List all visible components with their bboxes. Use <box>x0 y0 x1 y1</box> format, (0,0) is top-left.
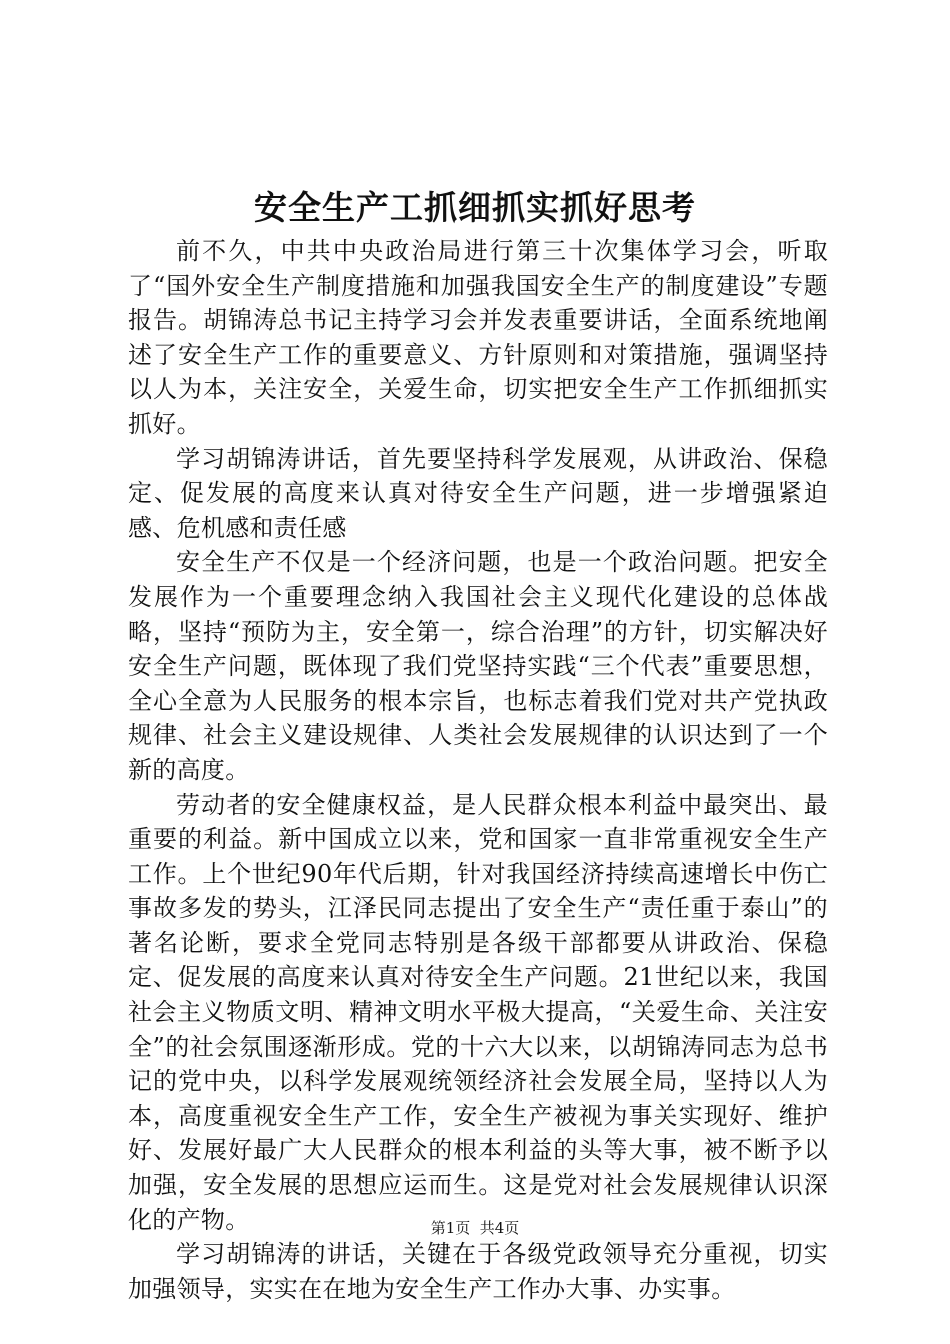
paragraph-5: 学习胡锦涛的讲话，关键在于各级党政领导充分重视，切实加强领导，实实在在地为安全生产工作办大事、办实事。 <box>128 1240 828 1303</box>
paragraph-4: 劳动者的安全健康权益，是人民群众根本利益中最突出、最重要的利益。新中国成立以来，党和国家一直非常重视安全生产工作。上个世纪90年代后期，针对我国经济持续高速增长中伤亡事故多发的势头，江泽民同志提出了安全生产“责任重于泰山”的著名论断，要求全党同志特别是各级干部都要从讲政治、保稳定、促发展的高度来认真对待安全生产问题。21世纪以来，我国社会主义物质文明、精神文明水平极大提高，“关爱生命、关注安全”的社会氛围逐渐形成。党的十六大以来，以胡锦涛同志为总书记的党中央，以科学发展观统领经济社会发展全局，坚持以人为本，高度重视安全生产工作，安全生产被视为事关实现好、维护好、发展好最广大人民群众的根本利益的头等大事，被不断予以加强，安全发展的思想应运而生。这是党对社会发展规律认识深化的产物。 <box>128 790 828 1234</box>
paragraph-1: 前不久，中共中央政治局进行第三十次集体学习会，听取了“国外安全生产制度措施和加强我国安全生产的制度建设”专题报告。胡锦涛总书记主持学习会并发表重要讲话，全面系统地阐述了安全生产工作的重要意义、方针原则和对策措施，强调坚持以人为本，关注安全，关爱生命，切实把安全生产工作抓细抓实抓好。 <box>128 237 828 438</box>
paragraph-3: 安全生产不仅是一个经济问题，也是一个政治问题。把安全发展作为一个重要理念纳入我国社会主义现代化建设的总体战略，坚持“预防为主，安全第一，综合治理”的方针，切实解决好安全生产问题，既体现了我们党坚持实践“三个代表”重要思想，全心全意为人民服务的根本宗旨，也标志着我们党对共产党执政规律、社会主义建设规律、人类社会发展规律的认识达到了一个新的高度。 <box>128 548 828 784</box>
paragraph-2: 学习胡锦涛讲话，首先要坚持科学发展观，从讲政治、保稳定、促发展的高度来认真对待安全生产问题，进一步增强紧迫感、危机感和责任感 <box>128 444 828 542</box>
document-body <box>128 234 828 1306</box>
document-title: 安全生产工抓细抓实抓好思考 <box>254 188 696 227</box>
page-number-footer: 第1页 共4页 <box>430 1219 520 1237</box>
